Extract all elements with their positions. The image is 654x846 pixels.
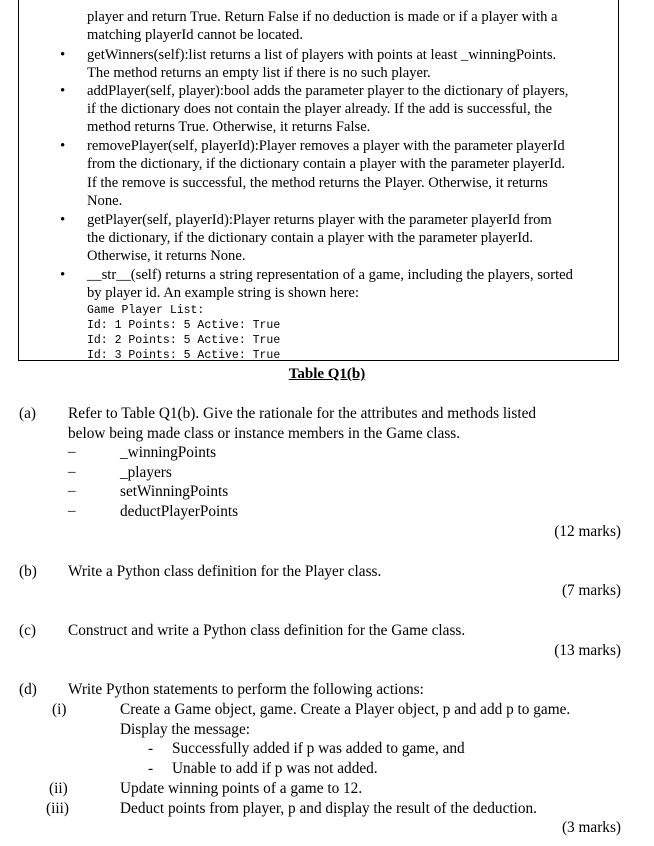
member-item: _players xyxy=(120,464,172,481)
question-c-marks: (13 marks) xyxy=(554,642,621,659)
table-text-line: removePlayer(self, playerId):Player removes a player with the parameter playerId xyxy=(87,138,565,154)
bullet-icon: • xyxy=(60,83,66,99)
dash-bullet: – xyxy=(68,464,76,480)
code-line: Id: 1 Points: 5 Active: True xyxy=(87,319,281,332)
table-text-line: matching playerId cannot be located. xyxy=(87,27,303,43)
question-d-label: (d) xyxy=(19,681,37,698)
question-b-marks: (7 marks) xyxy=(561,582,621,599)
sub-question-label: (i) xyxy=(52,701,67,718)
sub-question-text: Display the message: xyxy=(120,721,250,738)
table-text-line: the dictionary, if the dictionary contain a player with the parameter playerId. xyxy=(87,230,534,246)
dash-bullet: - xyxy=(148,760,154,777)
table-text-line: player and return True. Return False if no deduction is made or if a player with a xyxy=(87,9,558,25)
table-text-line: getPlayer(self, playerId):Player returns player with the parameter playerId from xyxy=(87,212,552,228)
table-text-line: by player id. An example string is shown here: xyxy=(87,285,359,301)
table-text-line: addPlayer(self, player):bool adds the parameter player to the dictionary of players, xyxy=(87,83,569,99)
dash-bullet: – xyxy=(68,483,76,499)
bullet-icon: • xyxy=(60,47,66,63)
code-line: Id: 3 Points: 5 Active: True xyxy=(87,349,281,362)
question-a-text: Refer to Table Q1(b). Give the rationale for the attributes and methods listed xyxy=(68,405,537,422)
question-d-marks: (3 marks) xyxy=(561,819,621,836)
sub-question-text: Deduct points from player, p and display the result of the deduction. xyxy=(120,800,537,817)
question-d-text: Write Python statements to perform the following actions: xyxy=(68,681,424,698)
table-text-line: Otherwise, it returns None. xyxy=(87,248,246,264)
table-text-line: from the dictionary, if the dictionary contain a player with the parameter playerId. xyxy=(87,156,566,172)
question-a-marks: (12 marks) xyxy=(554,523,621,540)
table-text-line: method returns True. Otherwise, it returns False. xyxy=(87,119,371,135)
dash-bullet: - xyxy=(148,740,154,757)
table-text-line: getWinners(self):list returns a list of players with points at least _winningPoints. xyxy=(87,47,557,63)
question-a-text: below being made class or instance members in the Game class. xyxy=(68,425,461,442)
message-item: Unable to add if p was not added. xyxy=(172,760,378,777)
question-c-label: (c) xyxy=(19,622,36,639)
bullet-icon: • xyxy=(60,138,66,154)
member-item: _winningPoints xyxy=(120,444,217,461)
dash-bullet: – xyxy=(68,503,76,519)
bullet-icon: • xyxy=(60,267,66,283)
member-item: deductPlayerPoints xyxy=(120,503,239,520)
dash-bullet: – xyxy=(68,444,76,460)
table-text-line: None. xyxy=(87,193,123,209)
question-b-label: (b) xyxy=(19,563,37,580)
question-c-text: Construct and write a Python class definition for the Game class. xyxy=(68,622,466,639)
code-line: Id: 2 Points: 5 Active: True xyxy=(87,334,281,347)
message-item: Successfully added if p was added to game, and xyxy=(172,740,465,757)
code-line: Game Player List: xyxy=(87,304,205,317)
table-text-line: if the dictionary does not contain the player already. If the add is successful, the xyxy=(87,101,553,117)
sub-question-label: (ii) xyxy=(49,780,68,797)
bullet-icon: • xyxy=(60,212,66,228)
question-b-text: Write a Python class definition for the Player class. xyxy=(68,563,382,580)
table-text-line: __str__(self) returns a string representation of a game, including the players, sorted xyxy=(87,267,573,283)
table-text-line: The method returns an empty list if there is no such player. xyxy=(87,65,431,81)
table-text-line: If the remove is successful, the method returns the Player. Otherwise, it returns xyxy=(87,175,548,191)
question-a-label: (a) xyxy=(19,405,36,422)
member-item: setWinningPoints xyxy=(120,483,229,500)
table-caption-text: Table Q1(b) xyxy=(288,366,366,382)
sub-question-text: Update winning points of a game to 12. xyxy=(120,780,363,797)
sub-question-label: (iii) xyxy=(46,800,69,817)
sub-question-text: Create a Game object, game. Create a Player object, p and add p to game. xyxy=(120,701,571,718)
table-caption xyxy=(0,366,654,383)
